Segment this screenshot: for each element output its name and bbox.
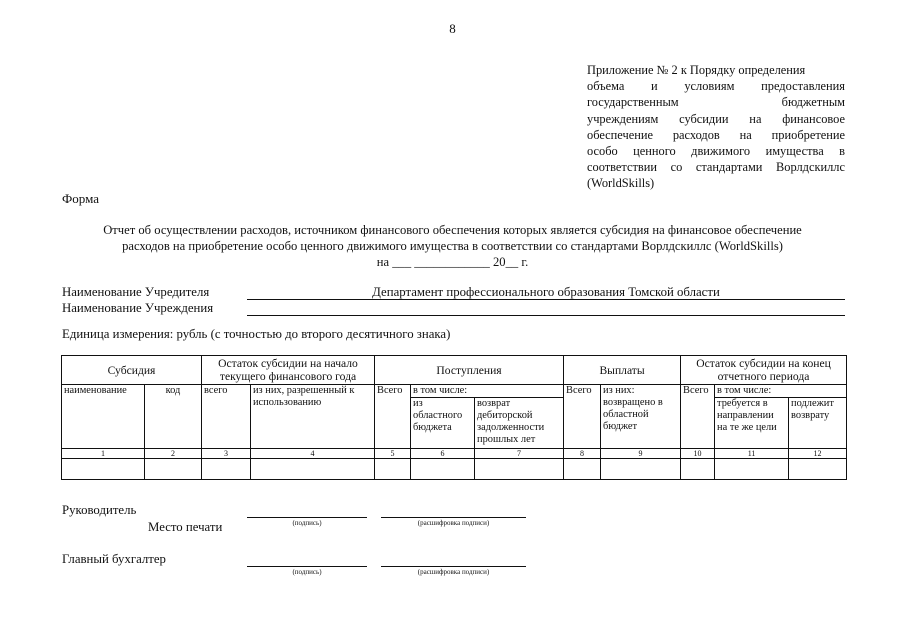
table-cell [715, 459, 789, 480]
table-cell [475, 459, 564, 480]
table-cell [564, 459, 601, 480]
report-title [50, 222, 855, 254]
report-date: на ___ ____________ 20__ г. [376, 255, 529, 269]
appendix-line: учреждениям субсидии на финансовое [587, 111, 845, 126]
header-code: код [145, 385, 202, 449]
column-number: 7 [475, 449, 564, 459]
appendix-line: Приложение № 2 к Порядку определения [587, 63, 806, 77]
founder-value: Департамент профессионального образования Томской области [372, 285, 720, 299]
header-payments-total: Всего [564, 385, 601, 449]
report-title-line: Отчет об осуществлении расходов, источником финансового обеспечения которых является субсидия на финансовое обеспечение [103, 223, 802, 237]
head-signature-line [247, 517, 367, 518]
header-end-including: в том числе: [715, 385, 847, 398]
head-label: Руководитель [62, 503, 137, 517]
table-cell [789, 459, 847, 480]
header-total-start: всего [202, 385, 251, 449]
header-receipts: Поступления [375, 356, 564, 385]
subsidy-report-table [61, 355, 847, 480]
header-end-total: Всего [681, 385, 715, 449]
header-to-return: подлежит возврату [789, 398, 847, 449]
column-number: 8 [564, 449, 601, 459]
table-row [62, 459, 847, 480]
column-number: 9 [601, 449, 681, 459]
header-subsidy: Субсидия [62, 356, 202, 385]
chief-accountant-label: Главный бухгалтер [62, 552, 166, 566]
header-receipts-including: в том числе: [411, 385, 564, 398]
institution-label: Наименование Учреждения [62, 301, 214, 315]
appendix-note [587, 62, 845, 192]
column-number: 6 [411, 449, 475, 459]
column-number: 3 [202, 449, 251, 459]
appendix-line: обеспечение расходов на приобретение [587, 127, 845, 142]
table-cell [411, 459, 475, 480]
table-cell [145, 459, 202, 480]
head-decryption-line [381, 517, 526, 518]
header-returned-budget: из них: возвращено в областной бюджет [601, 385, 681, 449]
report-title-line: расходов на приобретение особо ценного движимого имущества в соответствии со стандартами Ворлдскиллс (WorldSkills) [122, 239, 783, 253]
header-required-same: требуется в направлении на те же цели [715, 398, 789, 449]
column-number: 4 [251, 449, 375, 459]
column-number: 10 [681, 449, 715, 459]
header-regional-budget: из областного бюджета [411, 398, 475, 449]
table-header-row [62, 356, 847, 385]
column-number: 1 [62, 449, 145, 459]
header-allowed: из них, разрешенный к использованию [251, 385, 375, 449]
column-number: 12 [789, 449, 847, 459]
founder-underline [247, 299, 845, 300]
appendix-line: соответствии со стандартами Ворлдскиллс [587, 160, 845, 175]
appendix-line: объема и условиям предоставления [587, 79, 845, 94]
appendix-line: (WorldSkills) [587, 176, 655, 191]
table-cell [62, 459, 145, 480]
header-name: наименование [62, 385, 145, 449]
table-subheader-row [62, 385, 847, 398]
head-decryption-caption: (расшифровка подписи) [417, 519, 490, 527]
founder-label: Наименование Учредителя [62, 285, 210, 299]
header-balance-start: Остаток субсидии на начало текущего финансового года [202, 356, 375, 385]
accountant-decryption-caption: (расшифровка подписи) [417, 568, 490, 576]
header-balance-end: Остаток субсидии на конец отчетного периода [681, 356, 847, 385]
column-number-row [62, 449, 847, 459]
form-label: Форма [62, 191, 99, 206]
accountant-signature-caption: (подпись) [292, 568, 322, 576]
column-number: 11 [715, 449, 789, 459]
head-signature-caption: (подпись) [292, 519, 322, 527]
header-payments: Выплаты [564, 356, 681, 385]
table-cell [202, 459, 251, 480]
appendix-line: государственным бюджетным [587, 95, 845, 110]
table-cell [251, 459, 375, 480]
page-number: 8 [449, 21, 456, 36]
appendix-line: особо ценного движимого имущества в [587, 144, 845, 159]
header-receipts-total: Всего [375, 385, 411, 449]
unit-label: Единица измерения: рубль (с точностью до второго десятичного знака) [62, 327, 451, 341]
table-cell [681, 459, 715, 480]
institution-underline [247, 315, 845, 316]
column-number: 2 [145, 449, 202, 459]
table-cell [601, 459, 681, 480]
header-receivables-return: возврат дебиторской задолженности прошлых лет [475, 398, 564, 449]
table-cell [375, 459, 411, 480]
seal-label: Место печати [148, 520, 223, 534]
accountant-decryption-line [381, 566, 526, 567]
accountant-signature-line [247, 566, 367, 567]
column-number: 5 [375, 449, 411, 459]
